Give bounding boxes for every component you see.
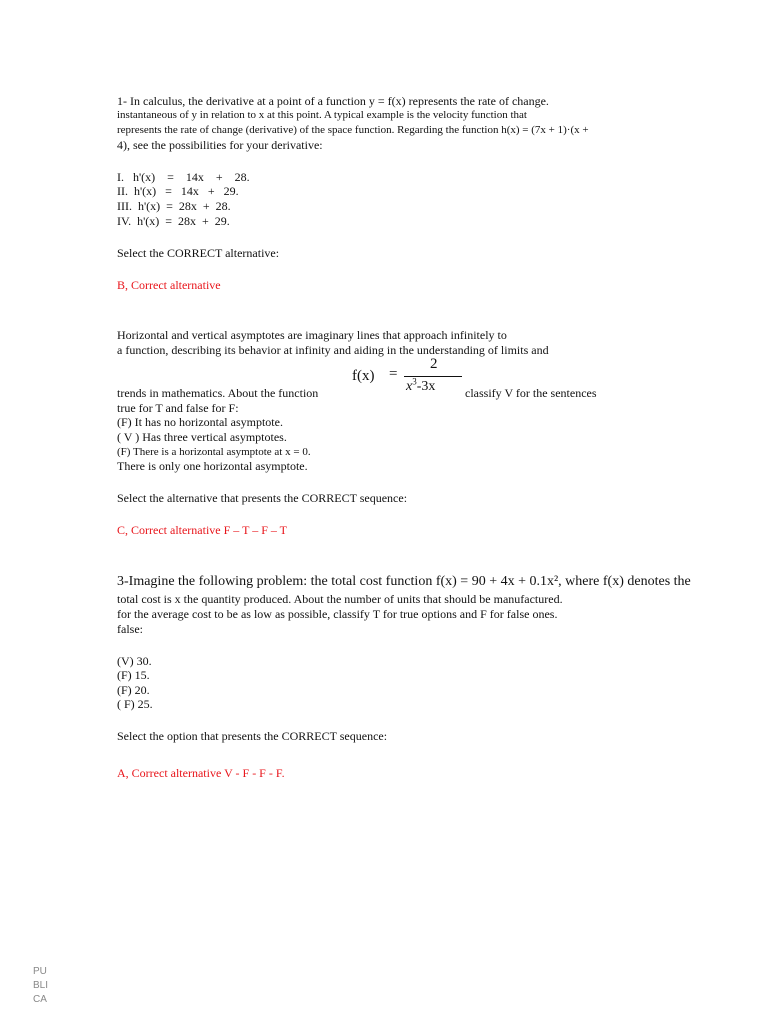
denominator-variable: x bbox=[406, 379, 413, 394]
q3-option-3: (F) 20. bbox=[117, 683, 150, 697]
q3-line-2: total cost is x the quantity produced. About the number of units that should be manufactured. bbox=[117, 592, 563, 606]
q2-statement-2: ( V ) Has three vertical asymptotes. bbox=[117, 430, 287, 444]
q1-line-1: 1- In calculus, the derivative at a point of a function y = f(x) represents the rate of change. bbox=[117, 94, 549, 108]
q3-prompt: Select the option that presents the CORRECT sequence: bbox=[117, 729, 388, 743]
q2-intro-line-1: Horizontal and vertical asymptotes are imaginary lines that approach infinitely to bbox=[117, 328, 507, 342]
q3-line-1: 3-Imagine the following problem: the total cost function f(x) = 90 + 4x + 0.1x², where f(x) denotes the bbox=[117, 574, 691, 589]
q1-prompt: Select the CORRECT alternative: bbox=[117, 246, 280, 260]
q3-option-2: (F) 15. bbox=[117, 668, 150, 682]
q2-intro-line-2: a function, describing its behavior at infinity and aiding in the understanding of limits and bbox=[117, 343, 549, 357]
q3-line-3: for the average cost to be as low as possible, classify T for true options and F for false ones. bbox=[117, 607, 558, 621]
denominator-rest: -3x bbox=[416, 379, 436, 394]
q1-answer: B, Correct alternative bbox=[117, 278, 221, 292]
q1-line-4: 4), see the possibilities for your derivative: bbox=[117, 138, 323, 152]
q2-before-formula: trends in mathematics. About the function bbox=[117, 386, 319, 400]
function-formula bbox=[352, 356, 472, 400]
q1-option-3: III. h'(x) = 28x + 28. bbox=[117, 199, 231, 213]
q1-line-2: instantaneous of y in relation to x at this point. A typical example is the velocity function that bbox=[117, 109, 527, 121]
formula-denominator bbox=[406, 376, 436, 395]
q1-option-4: IV. h'(x) = 28x + 29. bbox=[117, 214, 230, 228]
q1-option-1: I. h'(x) = 14x + 28. bbox=[117, 170, 250, 184]
q3-line-4: false: bbox=[117, 622, 143, 636]
q1-option-2: II. h'(x) = 14x + 29. bbox=[117, 184, 239, 198]
denominator-exponent: 3 bbox=[412, 376, 417, 387]
q3-option-4: ( F) 25. bbox=[117, 697, 153, 711]
q2-answer: C, Correct alternative F – T – F – T bbox=[117, 523, 287, 537]
formula-equals: = bbox=[389, 366, 398, 382]
q2-statement-4: There is only one horizontal asymptote. bbox=[117, 459, 308, 473]
side-label-3: CA bbox=[33, 994, 47, 1005]
q3-answer: A, Correct alternative V - F - F - F. bbox=[117, 766, 285, 780]
q2-true-false-line: true for T and false for F: bbox=[117, 401, 239, 415]
q2-prompt: Select the alternative that presents the CORRECT sequence: bbox=[117, 491, 408, 505]
q1-line-3: represents the rate of change (derivative) of the space function. Regarding the function h(x) = (7x + 1)·(x + bbox=[117, 124, 589, 136]
side-label-1: PU bbox=[33, 966, 47, 977]
q3-option-1: (V) 30. bbox=[117, 654, 152, 668]
q2-after-formula: classify V for the sentences bbox=[465, 386, 597, 400]
q2-statement-1: (F) It has no horizontal asymptote. bbox=[117, 415, 283, 429]
formula-lhs: f(x) bbox=[352, 368, 375, 384]
q2-statement-3: (F) There is a horizontal asymptote at x = 0. bbox=[117, 446, 311, 458]
side-label-2: BLI bbox=[33, 980, 49, 991]
formula-numerator: 2 bbox=[430, 356, 438, 372]
